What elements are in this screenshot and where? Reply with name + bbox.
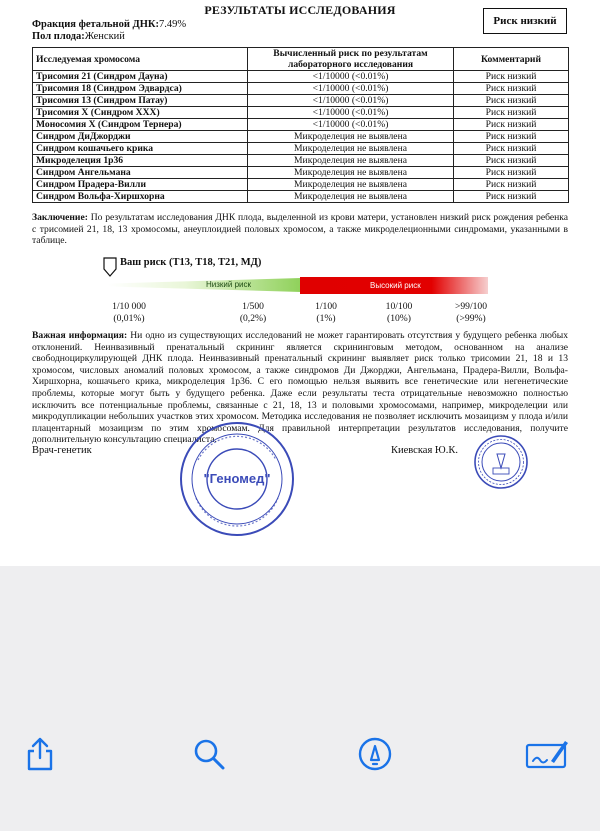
fetal-fraction bbox=[32, 19, 186, 30]
risk-cell: Микроделеция не выявлена bbox=[248, 131, 454, 143]
chromosome-cell: Трисомия 18 (Синдром Эдвардса) bbox=[33, 83, 248, 95]
high-risk-label: Высокий риск bbox=[370, 281, 421, 290]
risk-marker-icon bbox=[103, 257, 117, 277]
fetal-sex bbox=[32, 31, 125, 42]
bottom-toolbar bbox=[0, 700, 600, 831]
risk-cell: Микроделеция не выявлена bbox=[248, 143, 454, 155]
risk-cell: Микроделеция не выявлена bbox=[248, 191, 454, 203]
chromosome-cell: Синдром Ангельмана bbox=[33, 167, 248, 179]
chromosome-cell: Трисомия Х (Синдром ХХХ) bbox=[33, 107, 248, 119]
table-row bbox=[33, 119, 569, 131]
company-stamp bbox=[178, 420, 296, 538]
low-risk-bar bbox=[108, 278, 301, 292]
table-row bbox=[33, 179, 569, 191]
comment-cell: Риск низкий bbox=[454, 155, 569, 167]
doctor-stamp bbox=[473, 434, 529, 490]
comment-cell: Риск низкий bbox=[454, 167, 569, 179]
comment-cell: Риск низкий bbox=[454, 143, 569, 155]
low-risk-label: Низкий риск bbox=[206, 280, 251, 289]
table-row bbox=[33, 71, 569, 83]
table-row bbox=[33, 191, 569, 203]
comment-cell: Риск низкий bbox=[454, 179, 569, 191]
table-row bbox=[33, 107, 569, 119]
scale-tick bbox=[436, 301, 506, 324]
header-chromosome: Исследуемая хромосома bbox=[33, 48, 248, 71]
chromosome-cell: Синдром Прадера-Вилли bbox=[33, 179, 248, 191]
important-info bbox=[32, 330, 568, 446]
scale-tick bbox=[364, 301, 434, 324]
tick-percent: (>99%) bbox=[456, 312, 486, 324]
fetal-sex-value: Женский bbox=[84, 31, 125, 42]
fetal-sex-label: Пол плода: bbox=[32, 31, 85, 42]
header-risk: Вычисленный риск по результатам лабораторного исследования bbox=[248, 48, 454, 71]
comment-cell: Риск низкий bbox=[454, 191, 569, 203]
tick-value: 10/100 bbox=[385, 301, 413, 312]
important-text: Ни одно из существующих исследований не может гарантировать отсутствия у будущего ребенка любых отклонений. Неинвазивный пренатальный скрининг является скрининговым методом, основанном на анализе свободноциркулирующей ДНК плода. Неинвазивный пренатальный скрининг выявляет риск только трисомии 21, 18 и 13 хромосом, числовых аномалий половых хромосом, а также синдромов Ди Джорджи, Ангельмана, Прадера-Вилли, Вольфа-Хиршхорна, кошачьего крика, микроделеция 1р36. С его помощью нельзя выявить все генетические или негенетические проблемы, которые могут быть у будущего ребенка. Даже если результаты теста отрицательные невозможно полностью исключить все потенциальные проблемы, связанные с 21, 18, 13 и половыми хромосомами, например, микроделеции или микродупликации небольших участков этих хромосом. Методика исследования не позволяет исключить мозаицизм у плода и/или плацентарный мозаицизм по этим хромосомам. Для правильной интерпретации результатов исследования, получите дополнительную консультацию специалиста. bbox=[32, 330, 569, 446]
markup-icon[interactable] bbox=[357, 736, 393, 772]
risk-cell: Микроделеция не выявлена bbox=[248, 155, 454, 167]
table-row bbox=[33, 167, 569, 179]
risk-cell: <1/10000 (<0.01%) bbox=[248, 95, 454, 107]
tick-value: 1/500 bbox=[242, 301, 264, 312]
tick-value: 1/10 000 bbox=[112, 301, 146, 312]
search-icon[interactable] bbox=[191, 736, 227, 772]
risk-cell: Микроделеция не выявлена bbox=[248, 179, 454, 191]
fetal-fraction-label: Фракция фетальной ДНК: bbox=[32, 19, 160, 30]
chromosome-cell: Моносомия Х (Синдром Тернера) bbox=[33, 119, 248, 131]
risk-cell: Микроделеция не выявлена bbox=[248, 167, 454, 179]
comment-cell: Риск низкий bbox=[454, 107, 569, 119]
risk-cell: <1/10000 (<0.01%) bbox=[248, 107, 454, 119]
results-table bbox=[32, 47, 569, 203]
comment-cell: Риск низкий bbox=[454, 119, 569, 131]
comment-cell: Риск низкий bbox=[454, 131, 569, 143]
conclusion-label: Заключение: bbox=[32, 212, 88, 223]
comment-cell: Риск низкий bbox=[454, 83, 569, 95]
sign-icon[interactable] bbox=[525, 736, 569, 772]
scale-title: Ваш риск (Т13, Т18, Т21, МД) bbox=[120, 257, 262, 268]
tick-percent: (0,2%) bbox=[239, 312, 267, 324]
important-label: Важная информация: bbox=[32, 330, 128, 341]
risk-cell: <1/10000 (<0.01%) bbox=[248, 71, 454, 83]
signer-name: Киевская Ю.К. bbox=[391, 445, 458, 456]
chromosome-cell: Синдром кошачьего крика bbox=[33, 143, 248, 155]
tick-value: 1/100 bbox=[315, 301, 337, 312]
tick-percent: (1%) bbox=[316, 312, 336, 324]
chromosome-cell: Синдром Вольфа-Хиршхорна bbox=[33, 191, 248, 203]
table-header-row bbox=[33, 48, 569, 71]
risk-badge: Риск низкий bbox=[483, 8, 567, 34]
comment-cell: Риск низкий bbox=[454, 95, 569, 107]
chromosome-cell: Микроделеция 1р36 bbox=[33, 155, 248, 167]
table-row bbox=[33, 143, 569, 155]
chromosome-cell: Синдром ДиДжорджи bbox=[33, 131, 248, 143]
table-row bbox=[33, 155, 569, 167]
table-row bbox=[33, 131, 569, 143]
table-row bbox=[33, 83, 569, 95]
table-row bbox=[33, 95, 569, 107]
scale-tick bbox=[291, 301, 361, 324]
tick-percent: (10%) bbox=[387, 312, 411, 324]
scale-tick bbox=[218, 301, 288, 324]
tick-percent: (0,01%) bbox=[113, 312, 145, 324]
header-comment: Комментарий bbox=[454, 48, 569, 71]
conclusion bbox=[32, 212, 568, 247]
page-title: РЕЗУЛЬТАТЫ ИССЛЕДОВАНИЯ bbox=[204, 3, 396, 17]
chromosome-cell: Трисомия 13 (Синдром Патау) bbox=[33, 95, 248, 107]
signer-role: Врач-генетик bbox=[32, 445, 92, 456]
tick-value: >99/100 bbox=[454, 301, 488, 312]
scale-tick bbox=[94, 301, 164, 324]
risk-cell: <1/10000 (<0.01%) bbox=[248, 83, 454, 95]
chromosome-cell: Трисомия 21 (Синдром Дауна) bbox=[33, 71, 248, 83]
conclusion-text: По результатам исследования ДНК плода, выделенной из крови матери, установлен низкий риск рождения ребенка с трисомией 21, 18, 13 хромосомы, анеуплоидией половых хромосом, а также микроделеционными синдромами, указанными в таблице. bbox=[32, 212, 568, 247]
share-icon[interactable] bbox=[22, 736, 58, 772]
fetal-fraction-value: 7.49% bbox=[159, 19, 187, 30]
risk-scale bbox=[108, 255, 488, 325]
comment-cell: Риск низкий bbox=[454, 71, 569, 83]
stamp-name: "Геномед" bbox=[203, 471, 271, 486]
risk-cell: <1/10000 (<0.01%) bbox=[248, 119, 454, 131]
